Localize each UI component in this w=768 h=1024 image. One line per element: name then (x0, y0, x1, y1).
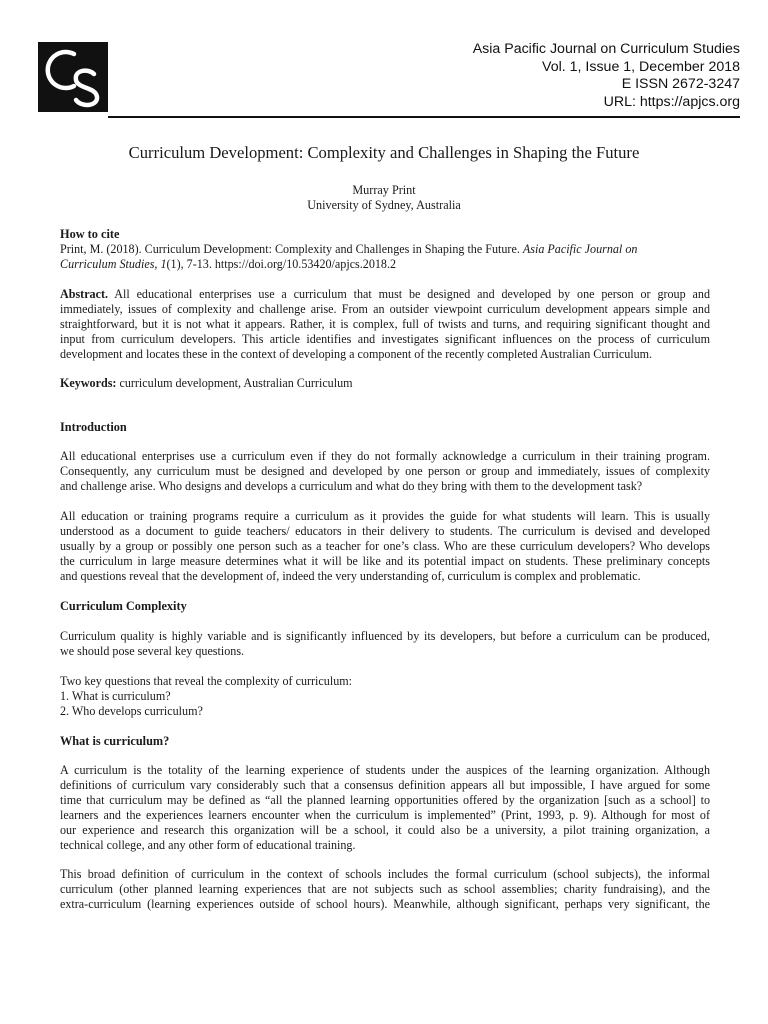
paragraph-line: technical college, and any other form of educational training. (60, 838, 356, 852)
paragraph-line: understood as a document to guide teachers/ educators in their delivery to students. The curriculum is devised and developed (60, 524, 710, 538)
abstract-line: input from curriculum developers. This article identifies and investigates significant influences on the process of curriculum (60, 332, 710, 346)
questions-intro: Two key questions that reveal the complexity of curriculum: (60, 674, 353, 688)
author-name: Murray Print (352, 183, 416, 197)
keywords-line (60, 376, 710, 391)
complexity-questions (60, 674, 710, 719)
question-item: 1. What is curriculum? (60, 689, 171, 703)
complexity-heading: Curriculum Complexity (60, 599, 187, 613)
introduction-heading-block (60, 420, 710, 435)
introduction-paragraph-1 (60, 449, 710, 494)
introduction-paragraph-2 (60, 509, 710, 584)
cs-logo-icon (38, 42, 108, 112)
citation-doi[interactable]: (1), 7-13. https://doi.org/10.53420/apjcs.2018.2 (166, 257, 397, 271)
paragraph-line: Curriculum quality is highly variable and is significantly influenced by its developers, but before a curriculum can be produced, (60, 629, 710, 643)
keywords-text: curriculum development, Australian Curriculum (116, 376, 353, 390)
paragraph-line: the curriculum in large measure determines what it will be like and its potential impact on students. These preliminary concepts (60, 554, 710, 568)
abstract-text: All educational enterprises use a curriculum that must be designed and developed by one person or group and (108, 287, 710, 301)
keywords (60, 376, 710, 391)
abstract-line: immediately, issues of complexity and challenge arise. From an outsider viewpoint curriculum development appears simple and (60, 302, 710, 316)
how-to-cite-heading: How to cite (60, 227, 120, 241)
citation-journal: Asia Pacific Journal on (522, 242, 638, 256)
paragraph-line: extra-curriculum (learning experiences outside of school hours). Meanwhile, although significant, perhaps very significant, the (60, 897, 710, 911)
paragraph-line: and challenge arise. Who designs and develops a curriculum and what do they bring with them to the development task? (60, 479, 643, 493)
citation-text: Print, M. (2018). Curriculum Development: Complexity and Challenges in Shaping the Future. (60, 242, 523, 256)
author-affiliation: University of Sydney, Australia (307, 198, 461, 212)
complexity-heading-block (60, 599, 710, 614)
article-title: Curriculum Development: Complexity and Challenges in Shaping the Future (128, 143, 640, 162)
paragraph-line: Consequently, any curriculum must be designed and developed by one person or group and immediately, issues of complexity (60, 464, 710, 478)
what-is-heading-block (60, 734, 710, 749)
introduction-heading: Introduction (60, 420, 127, 434)
author-block (0, 183, 768, 213)
journal-info (473, 41, 740, 111)
paragraph-line: we should pose several key questions. (60, 644, 245, 658)
paragraph-line: curriculum (other planned learning experiences that are not subjects such as school assemblies; charity fundraising), and the (60, 882, 710, 896)
paragraph-line: learners and the experiences learners encounter when the curriculum is implemented” (Print, 1993, p. 9). Although for most of (60, 808, 710, 822)
journal-name: Asia Pacific Journal on Curriculum Studies (472, 41, 740, 57)
how-to-cite (60, 227, 710, 272)
journal-issn: E ISSN 2672-3247 (621, 76, 740, 92)
paragraph-line: definitions of curriculum vary considerably such that a consensus definition appears all but impossible, I have argued for some (60, 778, 710, 792)
paragraph-line: This broad definition of curriculum in the context of schools includes the formal curriculum (school subjects), the informal (60, 867, 710, 881)
what-is-heading: What is curriculum? (60, 734, 170, 748)
abstract-label: Abstract. (60, 287, 109, 301)
what-is-paragraph-1 (60, 763, 710, 853)
paragraph-line: A curriculum is the totality of the learning experience of students under the auspices of the learning organization. Although (60, 763, 710, 777)
complexity-paragraph-1 (60, 629, 710, 659)
journal-logo (38, 42, 108, 112)
abstract (60, 287, 710, 362)
abstract-line: straightforward, but it is not what it appears. Rather, it is complex, full of twists and turns, and requiring significant thought and (60, 317, 710, 331)
paragraph-line: our experience and research this organization will be a school, it could also be a university, a pilot training organization, a (60, 823, 710, 837)
paragraph-line: All education or training programs require a curriculum as it provides the guide for what students will learn. This is usually (60, 509, 710, 523)
what-is-paragraph-2 (60, 867, 710, 912)
header-rule (108, 116, 740, 118)
question-item: 2. Who develops curriculum? (60, 704, 203, 718)
keywords-label: Keywords: (60, 376, 117, 390)
citation-journal-cont: Curriculum Studies, 1 (60, 257, 167, 271)
paragraph-line: All educational enterprises use a curriculum even if they do not formally acknowledge a curriculum in their training program. (60, 449, 710, 463)
paragraph-line: and questions reveal that the development of, indeed the very understanding of, curriculum is complex and problematic. (60, 569, 641, 583)
journal-volume: Vol. 1, Issue 1, December 2018 (542, 58, 740, 75)
citation-line-1 (60, 242, 710, 257)
abstract-line (60, 287, 710, 302)
journal-url[interactable]: URL: https://apjcs.org (603, 93, 740, 110)
abstract-line: development and locates these in the context of developing a component of the recently completed Australian Curriculum. (60, 347, 653, 361)
citation-line-2 (60, 257, 710, 272)
paragraph-line: usually by a group or possibly one person such as a teacher for one’s class. Who are these curriculum developers? Who develops (60, 539, 710, 553)
paragraph-line: time that curriculum may be defined as “all the planned learning opportunities offered by the organization [such as a school] to (60, 793, 710, 807)
